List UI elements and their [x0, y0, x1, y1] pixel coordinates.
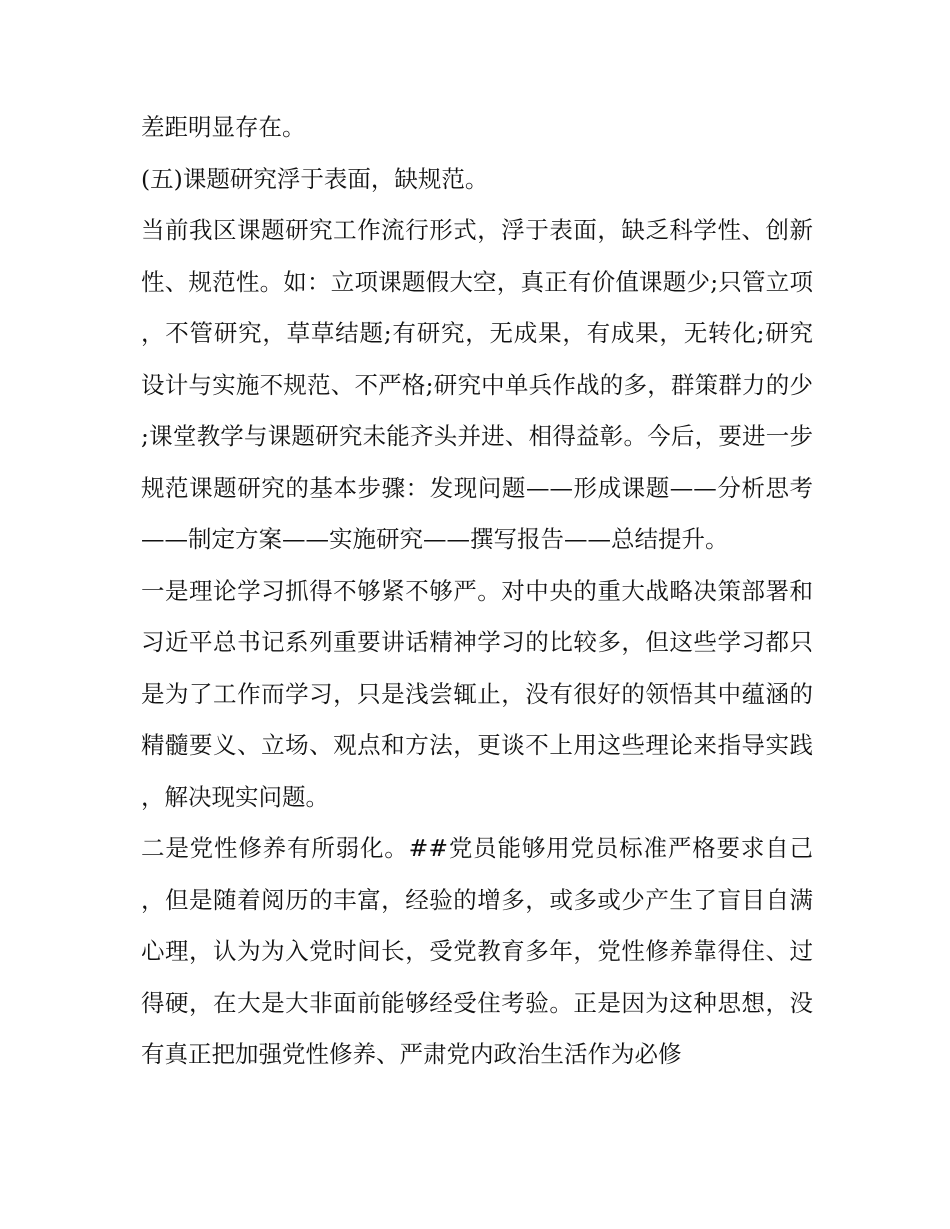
paragraph-1: 差距明显存在。 — [141, 113, 306, 141]
paragraph-4: 一是理论学习抓得不够紧不够严。对中央的重大战略决策部署和习近平总书记系列重要讲话精神学习的比较多，但这些学习都只是为了工作而学习，只是浅尝辄止，没有很好的领悟其中蕴涵的精髓要义、立场、观点和方法，更谈不上用这些理论来指导实践，解决现实问题。 — [141, 576, 813, 811]
paragraph-5: 二是党性修养有所弱化。##党员能够用党员标准严格要求自己，但是随着阅历的丰富，经验的增多，或多或少产生了盲目自满心理，认为为入党时间长，受党教育多年，党性修养靠得住、过得硬，在大是大非面前能够经受住考验。正是因为这种思想，没有真正把加强党性修养、严肃党内政治生活作为必修 — [141, 834, 813, 1068]
paragraph-2-heading: (五)课题研究浮于表面，缺规范。 — [141, 164, 489, 193]
document-body — [141, 102, 813, 1081]
paragraph-3: 当前我区课题研究工作流行形式，浮于表面，缺乏科学性、创新性、规范性。如：立项课题假大空，真正有价值课题少;只管立项，不管研究，草草结题;有研究，无成果，有成果，无转化;研究设计与实施不规范、不严格;研究中单兵作战的多，群策群力的少;课堂教学与课题研究未能齐头并进、相得益彰。今后，要进一步规范课题研究的基本步骤：发现问题——形成课题——分析思考——制定方案——实施研究——撰写报告——总结提升。 — [141, 216, 813, 553]
